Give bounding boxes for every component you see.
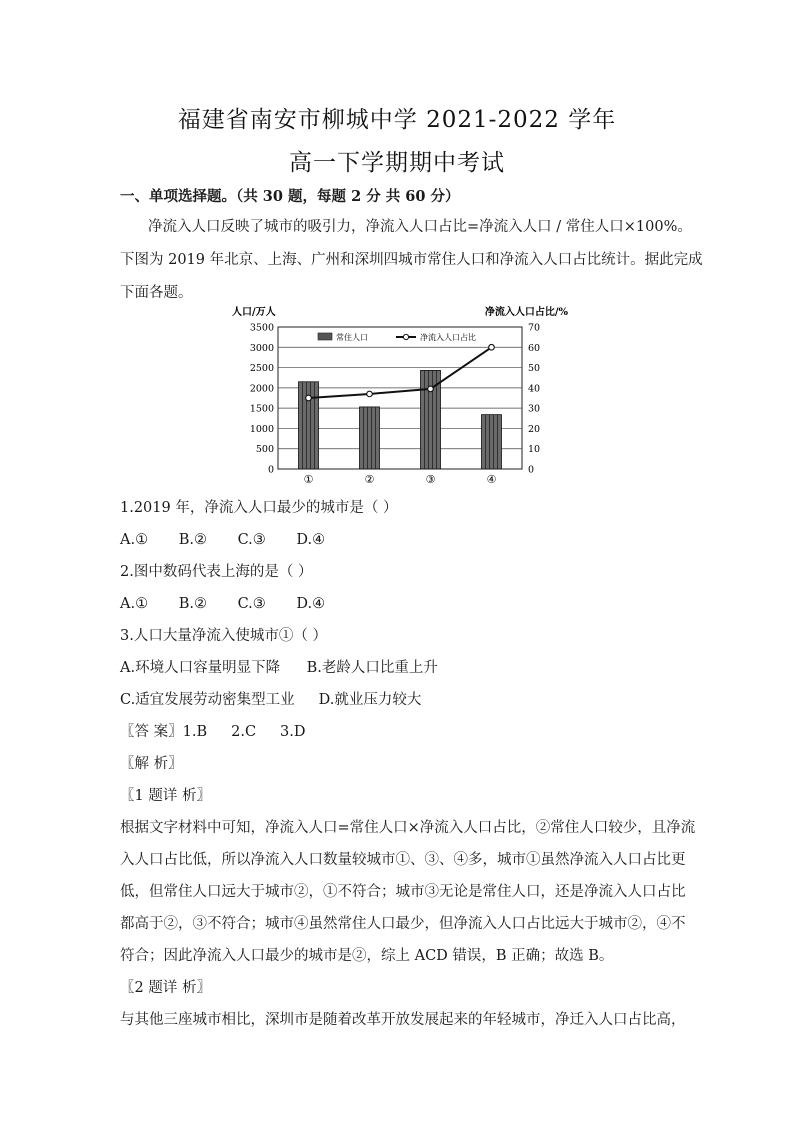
q3-option-d: D.就业压力较大 [318, 692, 422, 708]
ratio-point [489, 344, 495, 350]
left-tick-label: 0 [267, 464, 274, 476]
ratio-point [428, 386, 434, 392]
right-tick-label: 40 [528, 383, 541, 395]
answer-label: 〖答 案〗 [120, 724, 183, 740]
bar [360, 407, 380, 469]
q2-option-a: A.① [120, 596, 149, 612]
category-label: ③ [425, 473, 436, 486]
right-tick-label: 60 [528, 342, 541, 354]
question-1-options [120, 530, 351, 550]
q1-option-b: B.② [178, 532, 207, 548]
q1-option-d: D.④ [296, 532, 326, 548]
ratio-point [367, 391, 373, 397]
right-tick-label: 70 [528, 322, 541, 334]
question-3-options-row-1 [120, 658, 438, 678]
q1-detail-line-2: 入人口占比低，所以净流入人口数量较城市①、③、④多，城市①虽然净流入人口占比更 [120, 852, 686, 868]
question-1-stem: 1.2019 年，净流入人口最少的城市是（ ） [120, 500, 398, 516]
q1-detail-label: 〖1 题详 析〗 [120, 788, 211, 804]
q1-detail-line-4: 都高于②，③不符合；城市④虽然常住人口最少，但净流入人口占比远大于城市②，④不 [120, 916, 686, 932]
legend-line-label: 净流入人口占比 [420, 333, 476, 342]
category-label: ② [364, 473, 375, 486]
question-3-stem: 3.人口大量净流入使城市①（ ） [120, 628, 327, 644]
analysis-label: 〖解 析〗 [120, 756, 183, 772]
chart-svg [230, 303, 570, 493]
q3-option-c: C.适宜发展劳动密集型工业 [120, 692, 295, 708]
left-tick-label: 1000 [249, 423, 274, 435]
left-tick-label: 1500 [249, 403, 274, 415]
right-tick-label: 0 [528, 464, 535, 476]
left-tick-label: 2000 [249, 383, 274, 395]
q2-detail-line-1: 与其他三座城市相比，深圳市是随着改革开放发展起来的年轻城市，净迁入人口占比高， [120, 1012, 686, 1028]
q2-option-d: D.④ [296, 596, 326, 612]
intro-line-1: 净流入人口反映了城市的吸引力，净流入人口占比=净流入人口 / 常住人口×100%。 [148, 219, 692, 235]
answer-3: 3.D [280, 724, 306, 740]
ratio-point [306, 395, 312, 401]
population-chart [230, 303, 570, 493]
q1-detail-line-1: 根据文字材料中可知，净流入人口=常住人口×净流入人口占比，②常住人口较少，且净流 [120, 820, 696, 836]
legend-line-marker [403, 334, 408, 339]
question-3-options-row-2 [120, 690, 421, 710]
answer-1: 1.B [182, 724, 208, 740]
intro-line-3: 下面各题。 [120, 285, 193, 301]
intro-line-2: 下图为 2019 年北京、上海、广州和深圳四城市常住人口和净流入人口占比统计。据此完成 [120, 252, 703, 268]
q1-detail-line-3: 低，但常住人口远大于城市②，①不符合；城市③无论是常住人口，还是净流入人口占比 [120, 884, 686, 900]
left-axis-label: 人口/万人 [232, 307, 276, 318]
category-label: ④ [486, 473, 497, 486]
left-tick-label: 3000 [249, 342, 274, 354]
bar [482, 415, 502, 469]
title-line-1: 福建省南安市柳城中学 2021-2022 学年 [177, 107, 617, 133]
title-line-2: 高一下学期期中考试 [289, 150, 505, 176]
ratio-line [309, 347, 492, 398]
legend-bar-swatch [318, 333, 332, 340]
category-label: ① [303, 473, 314, 486]
right-tick-label: 20 [528, 423, 541, 435]
line-layer [306, 344, 495, 400]
right-axis-label: 净流入人口占比/% [484, 307, 568, 318]
right-tick-label: 30 [528, 403, 541, 415]
question-2-stem: 2.图中数码代表上海的是（ ） [120, 564, 313, 580]
right-tick-label: 50 [528, 363, 541, 375]
left-tick-label: 3500 [249, 322, 274, 334]
q2-option-b: B.② [178, 596, 207, 612]
right-tick-label: 10 [528, 444, 541, 456]
q1-option-c: C.③ [237, 532, 266, 548]
left-tick-label: 500 [255, 444, 274, 456]
answer-line [120, 722, 306, 742]
bar-layer [299, 370, 502, 469]
answer-2: 2.C [231, 724, 257, 740]
q2-option-c: C.③ [237, 596, 266, 612]
q2-detail-label: 〖2 题详 析〗 [120, 980, 211, 996]
section-heading: 一、单项选择题。（共 30 题，每题 2 分 共 60 分） [120, 188, 460, 205]
q1-option-a: A.① [120, 532, 149, 548]
legend [318, 332, 476, 342]
left-tick-label: 2500 [249, 363, 274, 375]
q3-option-b: B.老龄人口比重上升 [306, 660, 438, 676]
q3-option-a: A.环境人口容量明显下降 [120, 660, 281, 676]
q1-detail-line-5: 符合；因此净流入人口最少的城市是②，综上 ACD 错误，B 正确；故选 B。 [120, 948, 614, 964]
legend-bar-label: 常住人口 [336, 333, 368, 342]
question-2-options [120, 594, 351, 614]
